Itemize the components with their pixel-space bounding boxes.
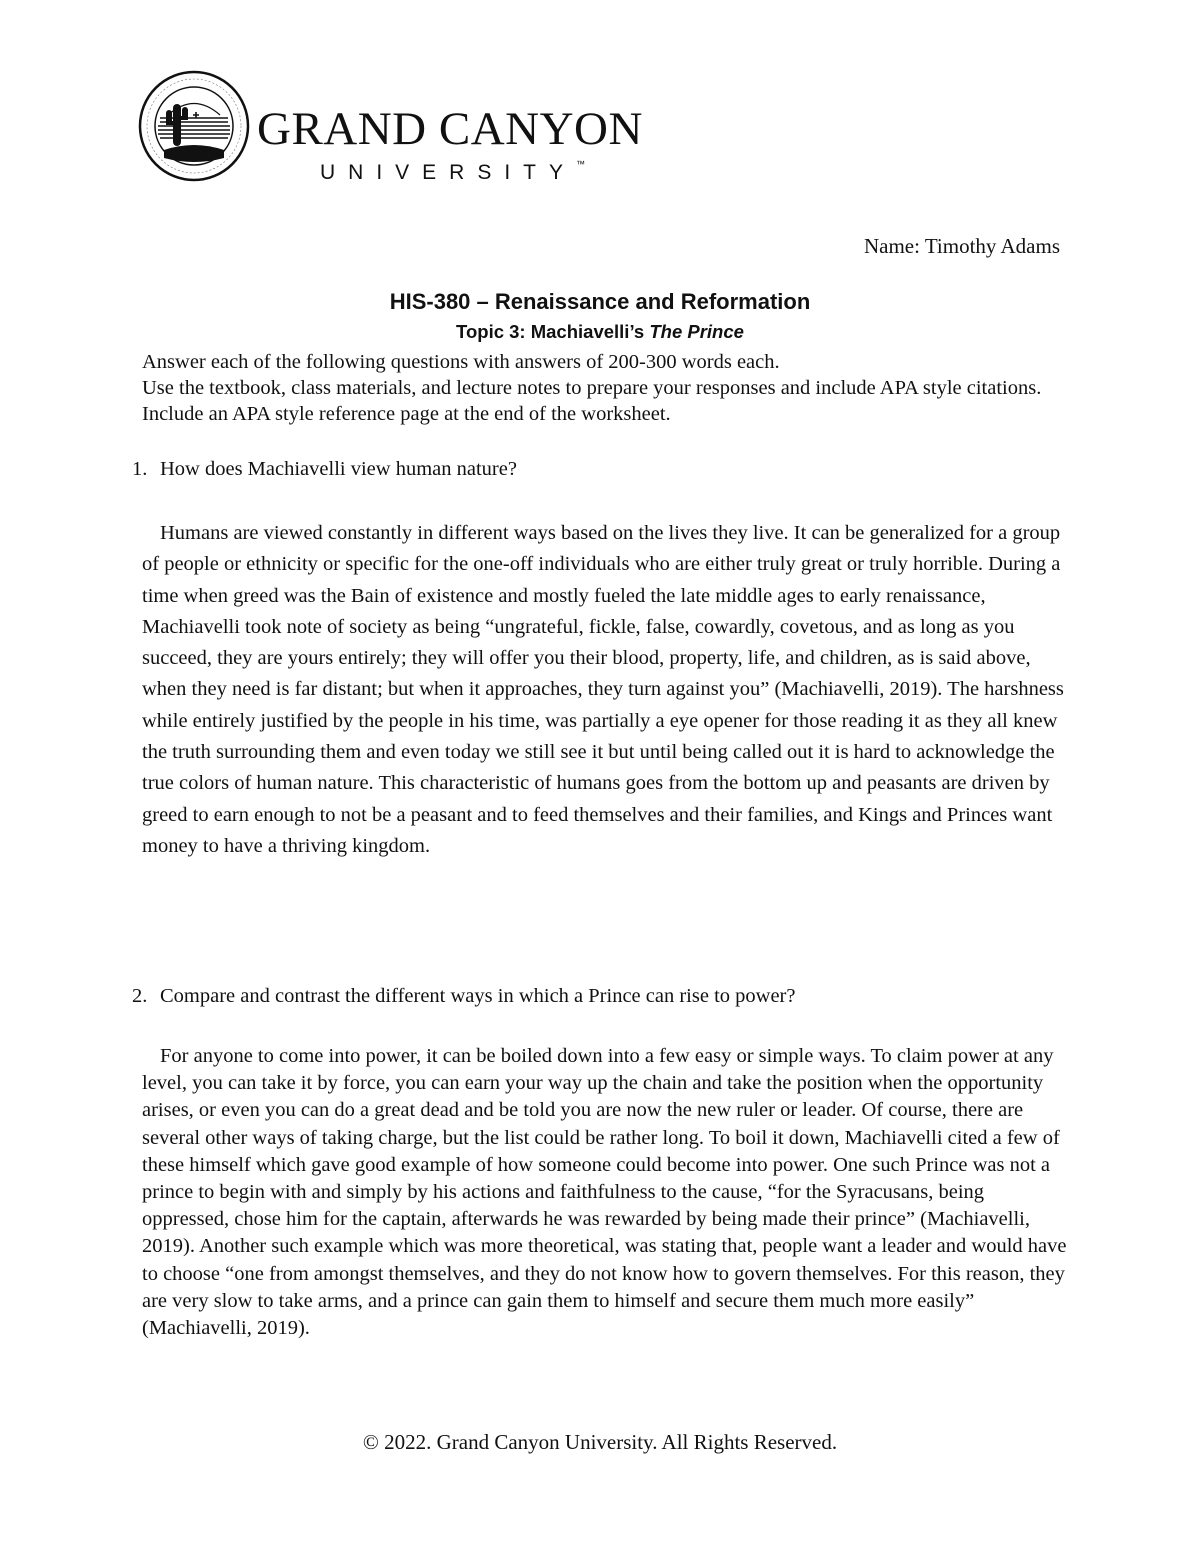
university-seal-icon [138, 70, 250, 182]
logo-subtitle: UNIVERSITY™ [320, 159, 586, 184]
instructions-line-2: Use the textbook, class materials, and lecture notes to prepare your responses and include APA style citations. Include an APA style reference page at the end of the worksheet. [142, 377, 1042, 425]
question-1 [132, 458, 517, 481]
instructions [142, 349, 1062, 427]
answer-2: For anyone to come into power, it can be boiled down into a few easy or simple ways. To claim power at any level, you can take it by force, you can earn your way up the chain and take the position when the opportunity arises, or even you can do a great dead and be told you are now the new ruler or leader. Of course, there are several other ways of taking charge, but the list could be rather long. To boil it down, Machiavelli cited a few of these himself which gave good example of how someone could become into power. One such Prince was not a prince to begin with and simply by his actions and faithfulness to the cause, “for the Syracusans, being oppressed, chose him for the captain, afterwards he was rewarded by being made their prince” (Machiavelli, 2019). Another such example which was more theoretical, was stating that, people want a leader and would have to choose “one from amongst themselves, and they do not know how to govern themselves. For this reason, they are very slow to take arms, and a prince can gain them to himself and secure them much more easily” (Machiavelli, 2019). [142, 1045, 1067, 1340]
question-number: 1. [132, 458, 148, 480]
question-2 [132, 985, 795, 1008]
logo-wordmark: GRAND CANYON [257, 103, 643, 155]
answer-1: Humans are viewed constantly in different ways based on the lives they live. It can be generalized for a group of people or ethnicity or specific for the one-off individuals who are either truly great or truly horrible. During a time when greed was the Bain of existence and mostly fueled the late middle ages to early renaissance, Machiavelli took note of society as being “ungrateful, fickle, false, cowardly, covetous, and as long as you succeed, they are yours entirely; they will offer you their blood, property, life, and children, as is said above, when they need is far distant; but when it approaches, they turn against you” (Machiavelli, 2019). The harshness while entirely justified by the people in his time, was partially a eye opener for those reading it as they all knew the truth surrounding them and even today we still see it but until being called out it is hard to acknowledge the true colors of human nature. This characteristic of humans goes from the bottom up and peasants are driven by greed to earn enough to not be a peasant and to feed themselves and their families, and Kings and Princes want money to have a thriving kingdom. [142, 522, 1064, 857]
question-text: Compare and contrast the different ways in which a Prince can rise to power? [160, 985, 796, 1007]
question-number: 2. [132, 985, 148, 1007]
student-name: Name: Timothy Adams [863, 234, 1060, 258]
course-title: HIS-380 – Renaissance and Reformation [389, 289, 811, 314]
copyright-footer: © 2022. Grand Canyon University. All Rights Reserved. [362, 1430, 838, 1454]
book-title: The Prince [649, 321, 744, 342]
university-logo [138, 70, 643, 184]
instructions-line-1: Answer each of the following questions with answers of 200-300 words each. [142, 351, 780, 373]
question-text: How does Machiavelli view human nature? [160, 458, 517, 480]
topic-title: Topic 3: Machiavelli’s The Prince [456, 321, 744, 342]
